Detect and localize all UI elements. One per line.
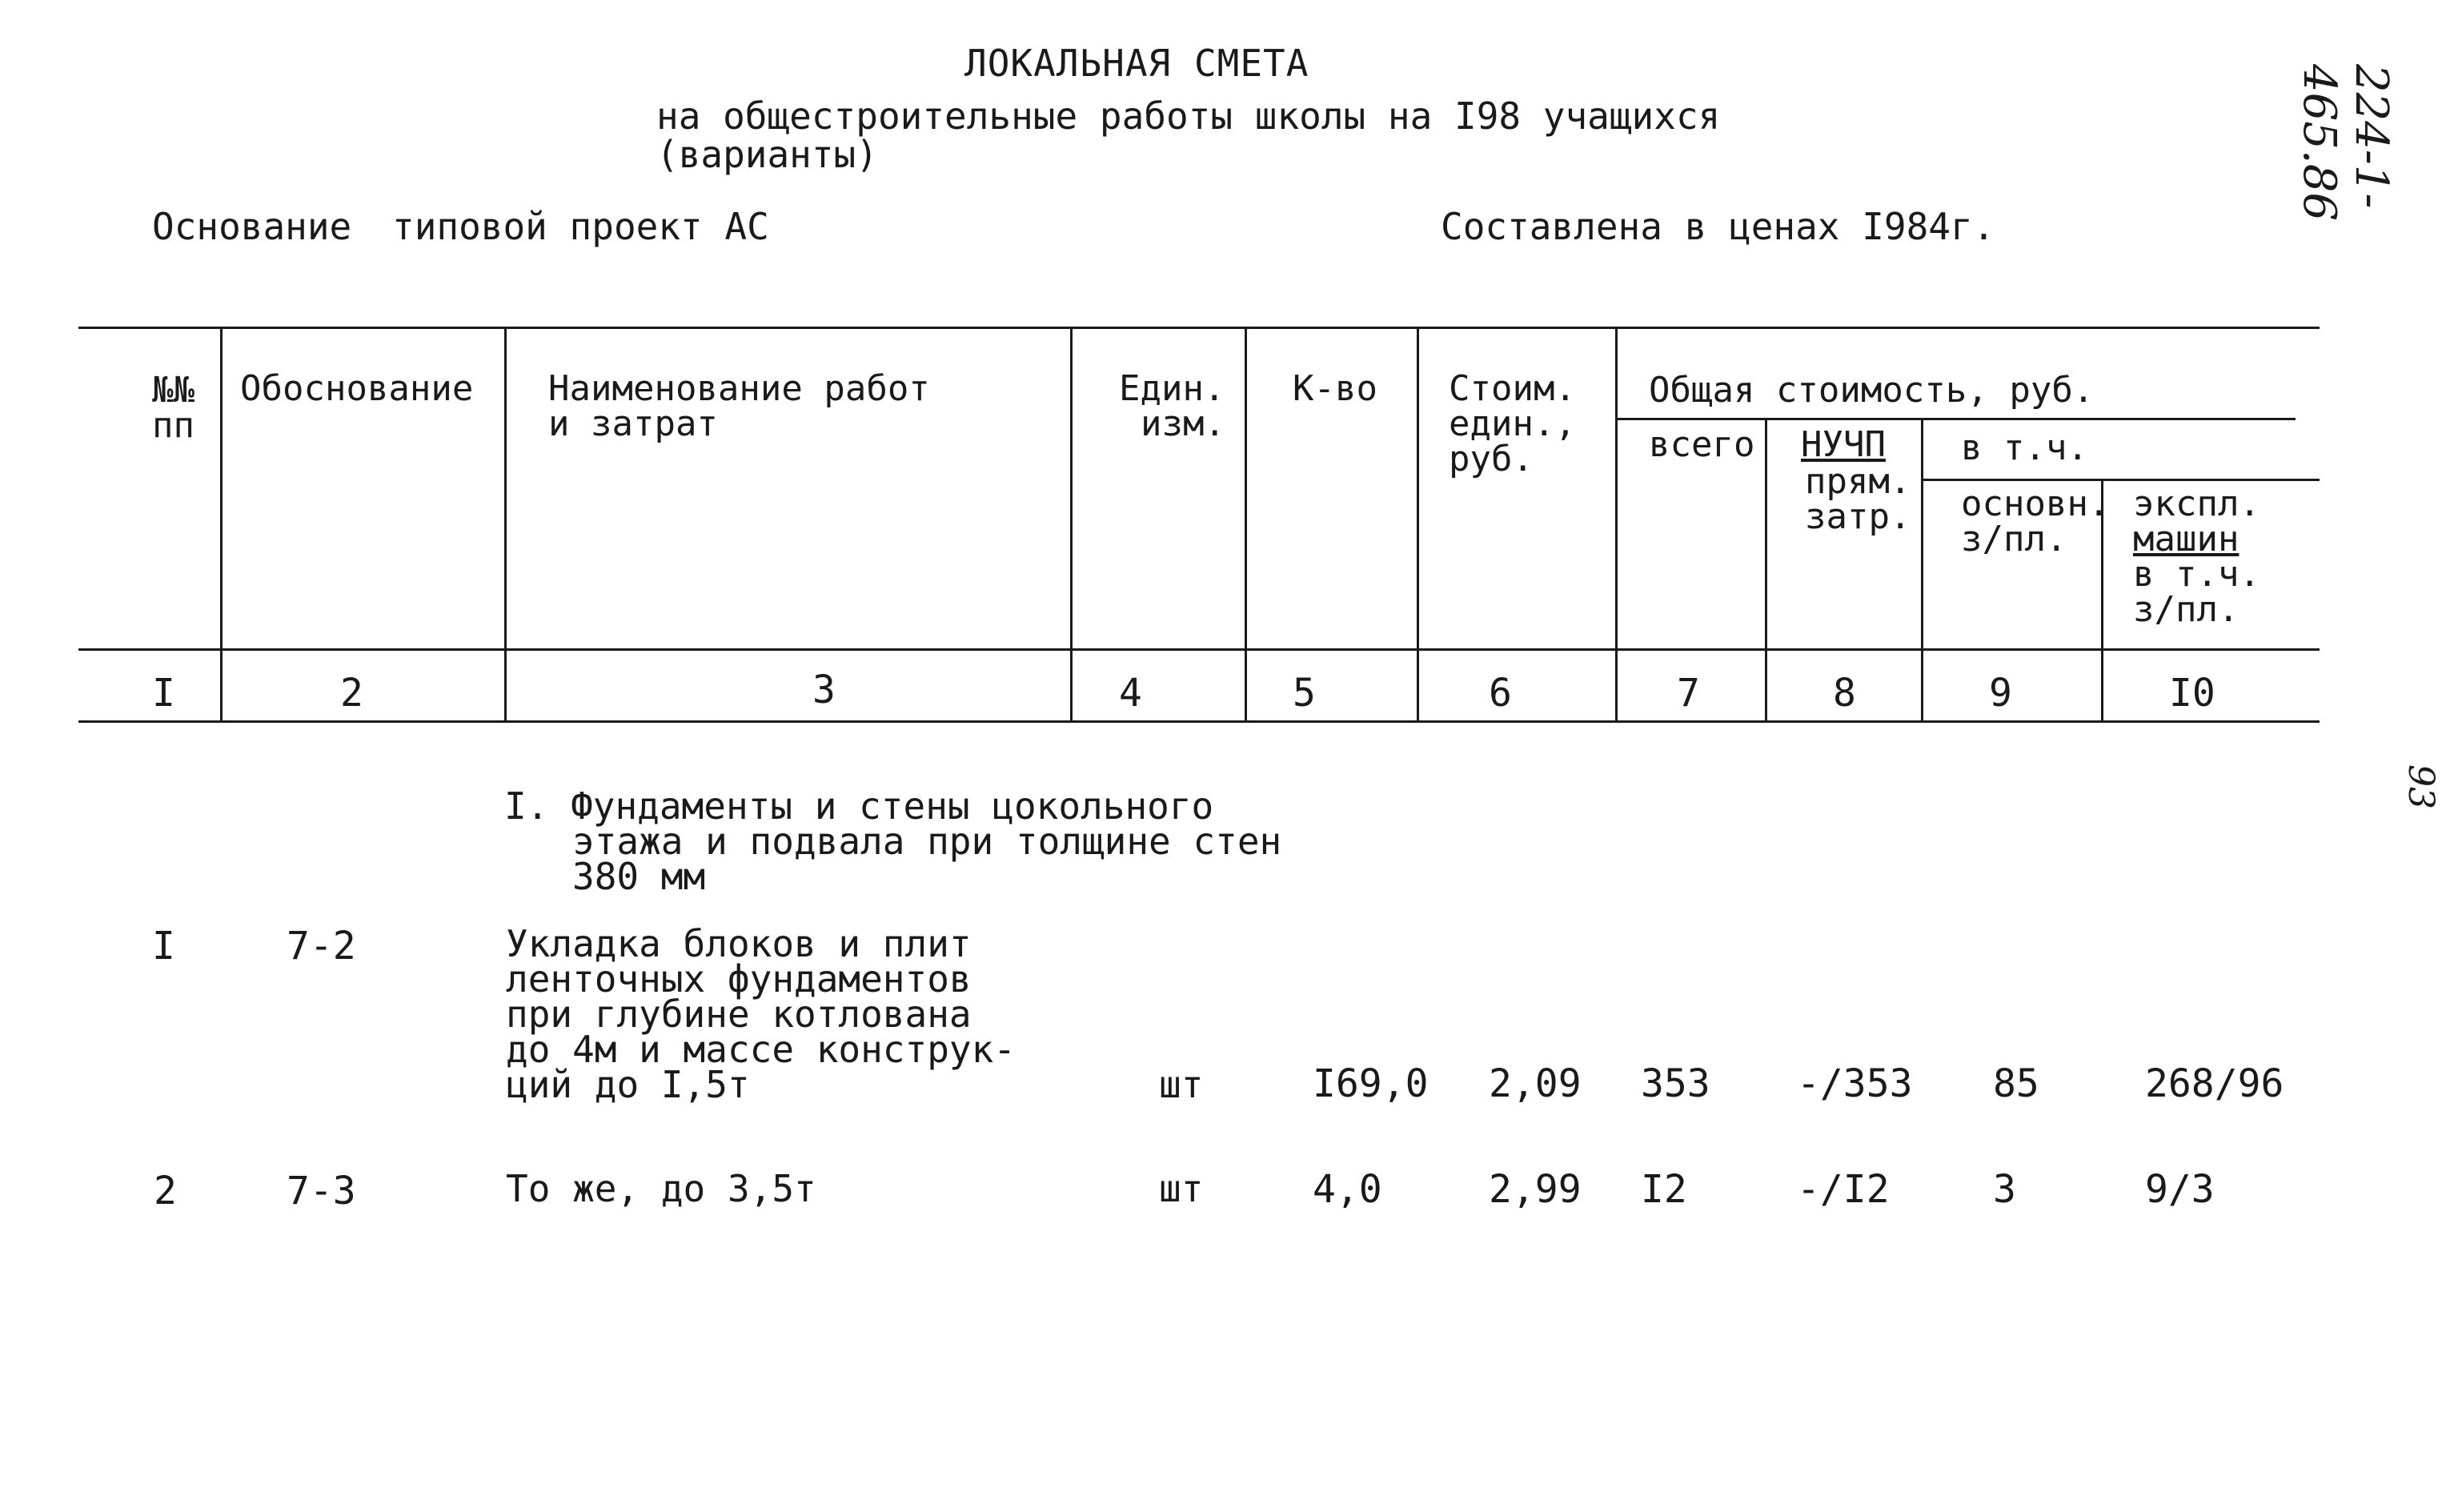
col-divider-2	[504, 327, 507, 723]
header-wages-line2: з/пл.	[1961, 519, 2067, 559]
row-number: I	[152, 924, 175, 969]
page-number: 93	[2400, 764, 2441, 809]
colnum-1: I	[152, 671, 175, 716]
colnum-3: 3	[812, 668, 836, 712]
colnum-7: 7	[1677, 671, 1700, 716]
row-name-line1: Укладка блоков и плит	[506, 922, 972, 965]
section-title-line2: этажа и подвала при толщине стен	[572, 820, 1282, 863]
col-divider-6	[1615, 327, 1618, 723]
row-total: I2	[1641, 1167, 1687, 1212]
colnum-2: 2	[340, 671, 363, 716]
row-name-line4: до 4м и массе конструк-	[506, 1028, 1016, 1071]
header-unit-line1: Един.	[1119, 368, 1225, 409]
row-wages: 3	[1993, 1167, 2016, 1212]
header-name-line1: Наименование работ	[548, 368, 930, 409]
section-title-line1: I. Фундаменты и стены цокольного	[504, 784, 1214, 828]
header-total-group: Общая стоимость, руб.	[1649, 370, 2095, 411]
basis-label: Основание	[152, 205, 352, 248]
colnum-5: 5	[1293, 671, 1316, 716]
vtch-rule	[1921, 479, 2320, 481]
colnum-6: 6	[1489, 671, 1512, 716]
row-number: 2	[154, 1169, 177, 1213]
header-machines-line2: машин	[2133, 519, 2239, 559]
header-total: всего	[1649, 424, 1755, 465]
group-rule	[1615, 418, 2296, 420]
header-number-line2: пп	[152, 405, 194, 446]
row-unit-cost: 2,99	[1489, 1167, 1582, 1212]
header-machines-line3: в т.ч.	[2133, 554, 2260, 595]
basis-value: типовой проект АС	[392, 205, 769, 248]
header-unitcost-line1: Стоим.	[1449, 368, 1576, 409]
row-unit: шт	[1159, 1063, 1204, 1106]
row-nuchp: -/353	[1797, 1061, 1913, 1106]
header-direct-line1: прям.	[1805, 461, 1911, 502]
numbers-bottom-rule	[78, 720, 2320, 723]
row-machines: 268/96	[2145, 1061, 2284, 1106]
header-bottom-rule	[78, 648, 2320, 651]
row-unit: шт	[1159, 1167, 1204, 1210]
header-incl: в т.ч.	[1961, 427, 2088, 468]
row-wages: 85	[1993, 1061, 2039, 1106]
header-unitcost-line2: един.,	[1449, 403, 1576, 444]
header-basis: Обоснование	[240, 368, 474, 409]
row-qty: I69,0	[1313, 1061, 1429, 1106]
col-divider-8	[1921, 418, 1923, 723]
row-qty: 4,0	[1313, 1167, 1382, 1212]
section-title-line3: 380 мм	[572, 855, 706, 898]
col-divider-1	[220, 327, 223, 723]
colnum-4: 4	[1119, 671, 1142, 716]
row-basis: 7-2	[287, 924, 356, 969]
row-basis: 7-3	[287, 1169, 356, 1213]
row-nuchp: -/I2	[1797, 1167, 1890, 1212]
header-direct-line2: затр.	[1805, 496, 1911, 537]
document-subtitle-line1: на общестроительные работы школы на I98 учащихся	[656, 94, 1721, 138]
row-name-line2: ленточных фундаментов	[506, 957, 972, 1001]
col-divider-3	[1070, 327, 1073, 723]
header-wages-line1: основн.	[1961, 483, 2110, 524]
header-machines-line4: з/пл.	[2133, 589, 2239, 630]
row-unit-cost: 2,09	[1489, 1061, 1582, 1106]
header-nuchp: НУЧП	[1801, 424, 1886, 465]
row-machines: 9/3	[2145, 1167, 2215, 1212]
header-machines-line1: экспл.	[2133, 483, 2260, 524]
row-name-line3: при глубине котлована	[506, 993, 972, 1036]
row-name-line5: ций до I,5т	[506, 1063, 750, 1106]
header-number-line1: №№	[152, 370, 194, 411]
prices-note: Составлена в ценах I984г.	[1441, 205, 1995, 248]
margin-code: 224-1-465.86	[2293, 64, 2397, 221]
col-divider-7	[1765, 418, 1767, 723]
colnum-8: 8	[1833, 671, 1856, 716]
row-name-line1: То же, до 3,5т	[506, 1167, 816, 1210]
colnum-9: 9	[1989, 671, 2012, 716]
header-unitcost-line3: руб.	[1449, 439, 1534, 479]
colnum-10: I0	[2169, 671, 2215, 716]
col-divider-5	[1417, 327, 1419, 723]
row-total: 353	[1641, 1061, 1710, 1106]
header-name-line2: и затрат	[548, 403, 718, 444]
document-title: ЛОКАЛЬНАЯ СМЕТА	[964, 42, 1309, 85]
col-divider-4	[1245, 327, 1247, 723]
header-qty: К-во	[1293, 368, 1377, 409]
table-top-rule	[78, 327, 2320, 329]
header-unit-line2: изм.	[1141, 403, 1225, 444]
document-subtitle-line2: (варианты)	[656, 133, 878, 176]
